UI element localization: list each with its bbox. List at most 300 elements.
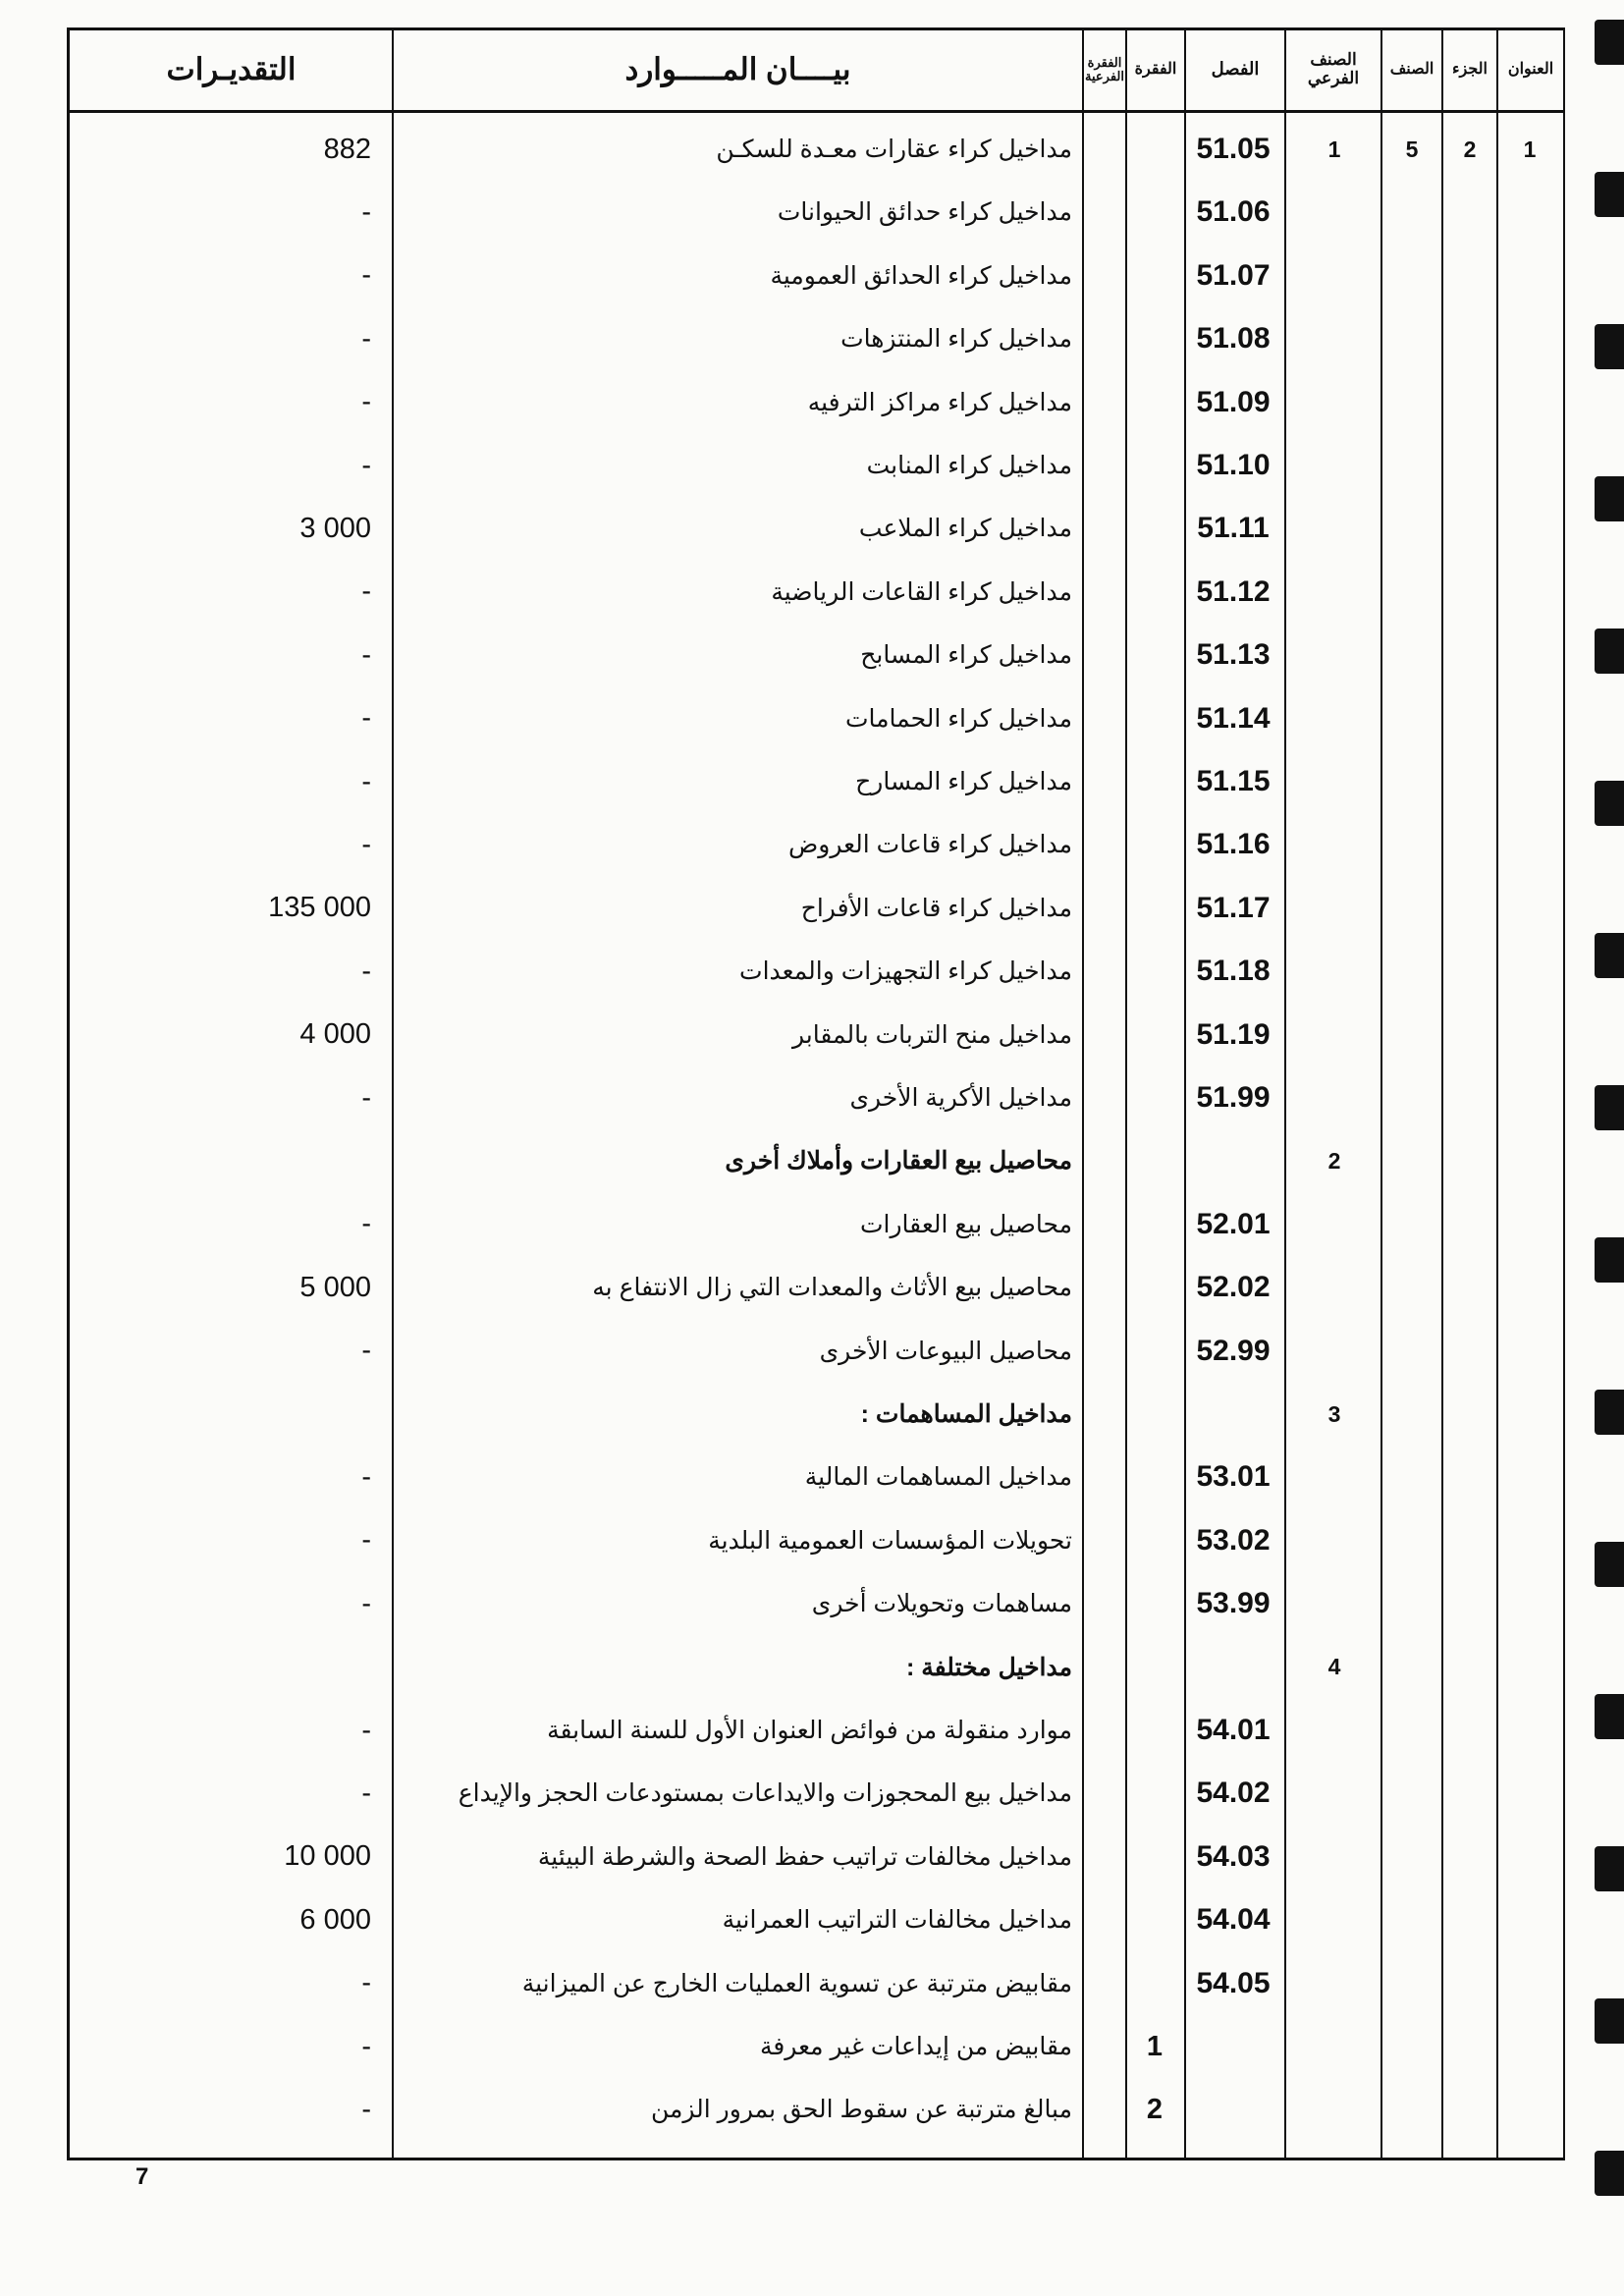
cell-class bbox=[1382, 1448, 1441, 1506]
cell-paragraph bbox=[1127, 120, 1182, 179]
cell-paragraph bbox=[1127, 309, 1182, 368]
cell-paragraph bbox=[1127, 1068, 1182, 1127]
cell-description: مقابيض من إيداعات غير معرفة bbox=[759, 2033, 1072, 2060]
cell-title bbox=[1498, 689, 1561, 748]
cell-class bbox=[1382, 1131, 1441, 1190]
table-row bbox=[0, 1131, 1624, 1190]
table-row bbox=[0, 1890, 1624, 1949]
cell-part bbox=[1443, 942, 1496, 1001]
cell-part bbox=[1443, 1131, 1496, 1190]
cell-chapter: 54.05 bbox=[1196, 1966, 1271, 1999]
binding-hole bbox=[1595, 1085, 1624, 1130]
cell-chapter: 52.99 bbox=[1196, 1334, 1271, 1367]
cell-part bbox=[1443, 626, 1496, 684]
cell-estimate: 3 000 bbox=[299, 512, 371, 544]
table-row bbox=[0, 1954, 1624, 2013]
cell-part bbox=[1443, 1448, 1496, 1506]
table-row bbox=[0, 879, 1624, 938]
cell-description: مساهمات وتحويلات أخرى bbox=[811, 1590, 1072, 1618]
cell-chapter: 51.15 bbox=[1196, 765, 1271, 797]
cell-title bbox=[1498, 499, 1561, 558]
cell-sub-class: 4 bbox=[1327, 1654, 1341, 1680]
cell-estimate: - bbox=[361, 765, 371, 797]
cell-part bbox=[1443, 373, 1496, 432]
cell-sub-class: 2 bbox=[1327, 1147, 1341, 1174]
cell-estimate bbox=[265, 1638, 371, 1697]
binding-hole bbox=[1595, 629, 1624, 674]
table-row bbox=[0, 1322, 1624, 1381]
cell-class bbox=[1382, 309, 1441, 368]
cell-description: مداخيل كراء الملاعب bbox=[858, 515, 1072, 543]
cell-title bbox=[1498, 373, 1561, 432]
cell-part bbox=[1443, 815, 1496, 874]
cell-description: مداخيل بيع المحجوزات والايداعات بمستودعات الحجز والإيداع bbox=[458, 1779, 1072, 1808]
cell-title bbox=[1498, 1890, 1561, 1949]
cell-part bbox=[1443, 2017, 1496, 2076]
cell-estimate bbox=[265, 1385, 371, 1444]
cell-title bbox=[1498, 1764, 1561, 1823]
cell-title bbox=[1498, 1195, 1561, 1254]
cell-sub-class: 1 bbox=[1327, 136, 1341, 162]
cell-sub-class bbox=[1288, 436, 1380, 495]
cell-paragraph bbox=[1127, 563, 1182, 622]
cell-class bbox=[1382, 246, 1441, 305]
cell-estimate: - bbox=[361, 702, 371, 735]
cell-class bbox=[1382, 563, 1441, 622]
cell-estimate: - bbox=[361, 638, 371, 671]
cell-part bbox=[1443, 183, 1496, 242]
cell-title bbox=[1498, 626, 1561, 684]
table-row bbox=[0, 436, 1624, 495]
cell-description: مداخيل كراء المسارح bbox=[855, 768, 1072, 795]
cell-paragraph: 2 bbox=[1146, 2093, 1164, 2125]
cell-paragraph bbox=[1127, 1006, 1182, 1065]
cell-estimate: - bbox=[361, 1714, 371, 1746]
cell-description: مداخيل المساهمات المالية bbox=[804, 1463, 1072, 1492]
cell-description: مداخيل كراء الحمامات bbox=[845, 704, 1072, 733]
cell-chapter: 51.14 bbox=[1196, 701, 1271, 735]
cell-chapter: 54.04 bbox=[1196, 1903, 1271, 1937]
cell-chapter: 54.01 bbox=[1196, 1714, 1271, 1746]
header-title: العنوان bbox=[1507, 61, 1554, 79]
cell-title bbox=[1498, 1574, 1561, 1633]
cell-class bbox=[1382, 1638, 1441, 1697]
cell-part bbox=[1443, 246, 1496, 305]
cell-chapter: 51.18 bbox=[1196, 955, 1271, 988]
cell-sub-class bbox=[1288, 1828, 1380, 1886]
cell-description: مداخيل مخالفات تراتيب حفظ الصحة والشرطة البيئية bbox=[537, 1842, 1072, 1871]
cell-title bbox=[1498, 815, 1561, 874]
cell-part bbox=[1443, 1068, 1496, 1127]
cell-part bbox=[1443, 1006, 1496, 1065]
cell-class bbox=[1382, 1258, 1441, 1317]
cell-class bbox=[1382, 373, 1441, 432]
header-sub-paragraph: الفقرة الفرعية bbox=[1085, 54, 1124, 83]
cell-chapter: 51.08 bbox=[1196, 322, 1271, 355]
table-row bbox=[0, 1385, 1624, 1444]
binding-hole bbox=[1595, 324, 1624, 369]
cell-estimate: - bbox=[361, 386, 371, 418]
cell-class bbox=[1382, 1322, 1441, 1381]
cell-paragraph bbox=[1127, 1322, 1182, 1381]
header-divider bbox=[67, 110, 1565, 113]
cell-description: مداخيل كراء مراكز الترفيه bbox=[807, 388, 1072, 416]
table-row bbox=[0, 815, 1624, 874]
cell-chapter bbox=[1184, 2017, 1282, 2076]
cell-part bbox=[1443, 499, 1496, 558]
cell-estimate: - bbox=[361, 2030, 371, 2062]
cell-part bbox=[1443, 1322, 1496, 1381]
table-top-border bbox=[67, 27, 1565, 30]
cell-paragraph bbox=[1127, 246, 1182, 305]
cell-class bbox=[1382, 1954, 1441, 2013]
header-sub-class: الصنف الفرعي bbox=[1307, 50, 1360, 87]
cell-chapter: 51.05 bbox=[1196, 133, 1271, 165]
cell-class bbox=[1382, 1574, 1441, 1633]
cell-estimate: 6 000 bbox=[299, 1903, 371, 1936]
cell-paragraph bbox=[1127, 626, 1182, 684]
cell-chapter: 52.01 bbox=[1196, 1207, 1271, 1240]
cell-description: مداخيل كراء الحدائق العمومية bbox=[770, 261, 1072, 290]
cell-class bbox=[1382, 626, 1441, 684]
cell-title bbox=[1498, 436, 1561, 495]
cell-description: مداخيل كراء عقارات معـدة للسكـن bbox=[716, 136, 1072, 163]
cell-chapter: 51.99 bbox=[1196, 1081, 1271, 1114]
table-row bbox=[0, 1511, 1624, 1570]
cell-part bbox=[1443, 1701, 1496, 1760]
table-row bbox=[0, 183, 1624, 242]
cell-title bbox=[1498, 1068, 1561, 1127]
cell-part bbox=[1443, 1890, 1496, 1949]
binding-hole bbox=[1595, 781, 1624, 826]
cell-part bbox=[1443, 1574, 1496, 1633]
cell-paragraph bbox=[1127, 879, 1182, 938]
cell-description: مقابيض مترتبة عن تسوية العمليات الخارج عن الميزانية bbox=[521, 1969, 1072, 1997]
cell-paragraph bbox=[1127, 1764, 1182, 1823]
cell-class bbox=[1382, 1195, 1441, 1254]
cell-class bbox=[1382, 1068, 1441, 1127]
cell-description: مداخيل مخالفات التراتيب العمرانية bbox=[722, 1906, 1072, 1935]
binding-hole bbox=[1595, 1846, 1624, 1891]
cell-title bbox=[1498, 1448, 1561, 1506]
cell-estimate: 10 000 bbox=[284, 1840, 371, 1873]
cell-sub-class bbox=[1288, 1068, 1380, 1127]
cell-class bbox=[1382, 689, 1441, 748]
table-row bbox=[0, 120, 1624, 179]
cell-paragraph: 1 bbox=[1146, 2030, 1164, 2062]
binding-hole bbox=[1595, 172, 1624, 217]
cell-description: مداخيل كراء قاعات العروض bbox=[788, 831, 1072, 859]
cell-description: مبالغ مترتبة عن سقوط الحق بمرور الزمن bbox=[650, 2096, 1072, 2124]
spiral-binding bbox=[1589, 0, 1624, 2296]
cell-part bbox=[1443, 1638, 1496, 1697]
table-row bbox=[0, 1701, 1624, 1760]
binding-hole bbox=[1595, 933, 1624, 978]
table-row bbox=[0, 1828, 1624, 1886]
cell-chapter: 51.19 bbox=[1196, 1017, 1271, 1051]
cell-title bbox=[1498, 1828, 1561, 1886]
cell-chapter: 53.02 bbox=[1196, 1523, 1271, 1557]
cell-paragraph bbox=[1127, 1195, 1182, 1254]
cell-chapter: 52.02 bbox=[1196, 1271, 1271, 1304]
cell-estimate: - bbox=[361, 1777, 371, 1809]
cell-sub-class bbox=[1288, 1954, 1380, 2013]
cell-estimate: - bbox=[361, 575, 371, 608]
cell-paragraph bbox=[1127, 1131, 1182, 1190]
cell-paragraph bbox=[1127, 1954, 1182, 2013]
cell-title bbox=[1498, 942, 1561, 1001]
cell-sub-class bbox=[1288, 942, 1380, 1001]
cell-description: مداخيل منح التربات بالمقابر bbox=[792, 1020, 1072, 1049]
header-chapter: الفصل bbox=[1211, 59, 1260, 80]
binding-hole bbox=[1595, 2151, 1624, 2196]
cell-description: مداخيل كراء قاعات الأفراح bbox=[800, 894, 1072, 922]
table-row bbox=[0, 1068, 1624, 1127]
cell-estimate: 4 000 bbox=[299, 1018, 371, 1051]
cell-part bbox=[1443, 309, 1496, 368]
cell-part bbox=[1443, 436, 1496, 495]
cell-title bbox=[1498, 1006, 1561, 1065]
cell-part bbox=[1443, 752, 1496, 811]
cell-estimate: - bbox=[361, 1208, 371, 1240]
header-description: بيــــان المـــــوارد bbox=[624, 51, 851, 86]
cell-estimate: - bbox=[361, 195, 371, 228]
cell-description: محاصيل بيع العقارات وأملاك أخرى bbox=[725, 1147, 1072, 1175]
cell-estimate: - bbox=[361, 2093, 371, 2125]
cell-part bbox=[1443, 1385, 1496, 1444]
cell-class: 5 bbox=[1405, 136, 1419, 162]
cell-title bbox=[1498, 879, 1561, 938]
cell-sub-class bbox=[1288, 1322, 1380, 1381]
cell-description: مداخيل كراء المنتزهات bbox=[840, 325, 1072, 354]
cell-sub-class bbox=[1288, 1448, 1380, 1506]
cell-sub-class bbox=[1288, 373, 1380, 432]
cell-paragraph bbox=[1127, 752, 1182, 811]
cell-paragraph bbox=[1127, 689, 1182, 748]
table-row bbox=[0, 499, 1624, 558]
cell-description: مداخيل كراء التجهيزات والمعدات bbox=[739, 957, 1072, 986]
binding-hole bbox=[1595, 20, 1624, 65]
cell-sub-class bbox=[1288, 752, 1380, 811]
binding-hole bbox=[1595, 1390, 1624, 1435]
cell-chapter: 51.10 bbox=[1196, 449, 1271, 481]
table-row bbox=[0, 1258, 1624, 1317]
cell-title bbox=[1498, 1638, 1561, 1697]
table-row bbox=[0, 752, 1624, 811]
cell-description: مداخيل مختلفة : bbox=[905, 1653, 1072, 1681]
cell-part bbox=[1443, 2080, 1496, 2139]
cell-description: مداخيل كراء المنابت bbox=[866, 452, 1072, 479]
table-row bbox=[0, 1764, 1624, 1823]
cell-paragraph bbox=[1127, 1385, 1182, 1444]
cell-sub-class bbox=[1288, 1574, 1380, 1633]
cell-paragraph bbox=[1127, 1448, 1182, 1506]
cell-class bbox=[1382, 499, 1441, 558]
cell-estimate: - bbox=[361, 1524, 371, 1557]
cell-title bbox=[1498, 246, 1561, 305]
cell-sub-class bbox=[1288, 1890, 1380, 1949]
cell-title bbox=[1498, 752, 1561, 811]
cell-title bbox=[1498, 2080, 1561, 2139]
cell-estimate: - bbox=[361, 322, 371, 355]
cell-chapter: 51.13 bbox=[1196, 638, 1271, 672]
cell-paragraph bbox=[1127, 436, 1182, 495]
cell-estimate: - bbox=[361, 449, 371, 481]
cell-class bbox=[1382, 879, 1441, 938]
cell-sub-class bbox=[1288, 1195, 1380, 1254]
cell-estimate: - bbox=[361, 1335, 371, 1367]
cell-part bbox=[1443, 1828, 1496, 1886]
cell-description: مداخيل كراء القاعات الرياضية bbox=[771, 577, 1072, 606]
cell-chapter: 53.01 bbox=[1196, 1460, 1271, 1494]
table-row bbox=[0, 689, 1624, 748]
header-class: الصنف bbox=[1389, 61, 1435, 79]
binding-hole bbox=[1595, 1542, 1624, 1587]
table-row bbox=[0, 373, 1624, 432]
table-row bbox=[0, 246, 1624, 305]
cell-paragraph bbox=[1127, 183, 1182, 242]
cell-description: محاصيل البيوعات الأخرى bbox=[819, 1337, 1072, 1365]
cell-chapter: 51.16 bbox=[1196, 828, 1271, 861]
cell-title bbox=[1498, 1131, 1561, 1190]
cell-estimate: - bbox=[361, 1081, 371, 1114]
binding-hole bbox=[1595, 1694, 1624, 1739]
cell-chapter bbox=[1184, 1385, 1282, 1444]
cell-class bbox=[1382, 815, 1441, 874]
cell-sub-class bbox=[1288, 815, 1380, 874]
cell-class bbox=[1382, 436, 1441, 495]
cell-chapter bbox=[1184, 1638, 1282, 1697]
cell-class bbox=[1382, 752, 1441, 811]
cell-class bbox=[1382, 1701, 1441, 1760]
table-row bbox=[0, 1574, 1624, 1633]
table-row bbox=[0, 2080, 1624, 2139]
cell-class bbox=[1382, 2017, 1441, 2076]
header-paragraph: الفقرة bbox=[1134, 61, 1177, 79]
page-number: 7 bbox=[135, 2163, 149, 2190]
cell-paragraph bbox=[1127, 499, 1182, 558]
cell-estimate: - bbox=[361, 259, 371, 292]
cell-sub-class bbox=[1288, 246, 1380, 305]
cell-paragraph bbox=[1127, 1511, 1182, 1570]
cell-chapter: 51.11 bbox=[1197, 512, 1270, 545]
cell-chapter: 51.17 bbox=[1196, 891, 1271, 924]
table-row bbox=[0, 1006, 1624, 1065]
cell-estimate bbox=[265, 1131, 371, 1190]
cell-class bbox=[1382, 1828, 1441, 1886]
cell-chapter: 53.99 bbox=[1196, 1587, 1271, 1620]
cell-chapter bbox=[1184, 1131, 1282, 1190]
cell-paragraph bbox=[1127, 1574, 1182, 1633]
cell-title bbox=[1498, 1701, 1561, 1760]
cell-description: محاصيل بيع الأثاث والمعدات التي زال الانتفاع به bbox=[592, 1274, 1072, 1302]
cell-title bbox=[1498, 1511, 1561, 1570]
cell-description: محاصيل بيع العقارات bbox=[860, 1210, 1072, 1238]
cell-paragraph bbox=[1127, 815, 1182, 874]
cell-sub-class bbox=[1288, 309, 1380, 368]
cell-chapter: 51.09 bbox=[1196, 385, 1271, 418]
cell-description: مداخيل الأكرية الأخرى bbox=[849, 1084, 1072, 1112]
cell-title bbox=[1498, 1322, 1561, 1381]
cell-part bbox=[1443, 689, 1496, 748]
cell-paragraph bbox=[1127, 1828, 1182, 1886]
cell-title bbox=[1498, 309, 1561, 368]
cell-class bbox=[1382, 1006, 1441, 1065]
table-row bbox=[0, 626, 1624, 684]
cell-part: 2 bbox=[1463, 136, 1477, 162]
cell-estimate: - bbox=[361, 955, 371, 987]
cell-paragraph bbox=[1127, 1638, 1182, 1697]
cell-description: مداخيل كراء حدائق الحيوانات bbox=[777, 198, 1072, 227]
cell-title bbox=[1498, 1954, 1561, 2013]
cell-description: موارد منقولة من فوائض العنوان الأول للسنة السابقة bbox=[547, 1717, 1072, 1744]
cell-title bbox=[1498, 563, 1561, 622]
cell-sub-class bbox=[1288, 1258, 1380, 1317]
cell-paragraph bbox=[1127, 1258, 1182, 1317]
header-estimates: التقديـرات bbox=[166, 51, 297, 86]
cell-estimate: - bbox=[361, 1460, 371, 1493]
cell-sub-class bbox=[1288, 2080, 1380, 2139]
table-row bbox=[0, 563, 1624, 622]
cell-paragraph bbox=[1127, 373, 1182, 432]
binding-hole bbox=[1595, 476, 1624, 521]
cell-class bbox=[1382, 1385, 1441, 1444]
cell-estimate: 135 000 bbox=[268, 892, 371, 924]
cell-chapter: 51.12 bbox=[1196, 574, 1271, 608]
cell-title bbox=[1498, 183, 1561, 242]
cell-part bbox=[1443, 1258, 1496, 1317]
cell-title bbox=[1498, 2017, 1561, 2076]
cell-sub-class bbox=[1288, 1764, 1380, 1823]
cell-paragraph bbox=[1127, 942, 1182, 1001]
cell-description: مداخيل كراء المسابح bbox=[860, 641, 1072, 670]
table-row bbox=[0, 1448, 1624, 1506]
binding-hole bbox=[1595, 1998, 1624, 2044]
cell-paragraph bbox=[1127, 1890, 1182, 1949]
cell-class bbox=[1382, 1890, 1441, 1949]
cell-chapter: 54.03 bbox=[1196, 1839, 1271, 1873]
cell-estimate: - bbox=[361, 828, 371, 860]
cell-sub-class bbox=[1288, 1006, 1380, 1065]
cell-sub-class bbox=[1288, 626, 1380, 684]
cell-sub-class bbox=[1288, 1701, 1380, 1760]
cell-estimate: - bbox=[361, 1967, 371, 1999]
cell-chapter: 51.07 bbox=[1196, 258, 1271, 292]
cell-part bbox=[1443, 563, 1496, 622]
cell-part bbox=[1443, 879, 1496, 938]
cell-chapter bbox=[1184, 2080, 1282, 2139]
cell-class bbox=[1382, 2080, 1441, 2139]
cell-class bbox=[1382, 1511, 1441, 1570]
cell-sub-class bbox=[1288, 1511, 1380, 1570]
cell-sub-class: 3 bbox=[1327, 1400, 1341, 1427]
table-bottom-border bbox=[67, 2158, 1565, 2160]
cell-title bbox=[1498, 1258, 1561, 1317]
cell-description: تحويلات المؤسسات العمومية البلدية bbox=[708, 1526, 1072, 1555]
table-row bbox=[0, 309, 1624, 368]
cell-sub-class bbox=[1288, 689, 1380, 748]
table-row bbox=[0, 1195, 1624, 1254]
cell-paragraph bbox=[1127, 1701, 1182, 1760]
cell-chapter: 54.02 bbox=[1196, 1777, 1271, 1810]
cell-class bbox=[1382, 942, 1441, 1001]
cell-class bbox=[1382, 1764, 1441, 1823]
cell-estimate: - bbox=[361, 1587, 371, 1619]
cell-sub-class bbox=[1288, 183, 1380, 242]
cell-title: 1 bbox=[1523, 136, 1537, 162]
table-row bbox=[0, 2017, 1624, 2076]
cell-sub-class bbox=[1288, 2017, 1380, 2076]
